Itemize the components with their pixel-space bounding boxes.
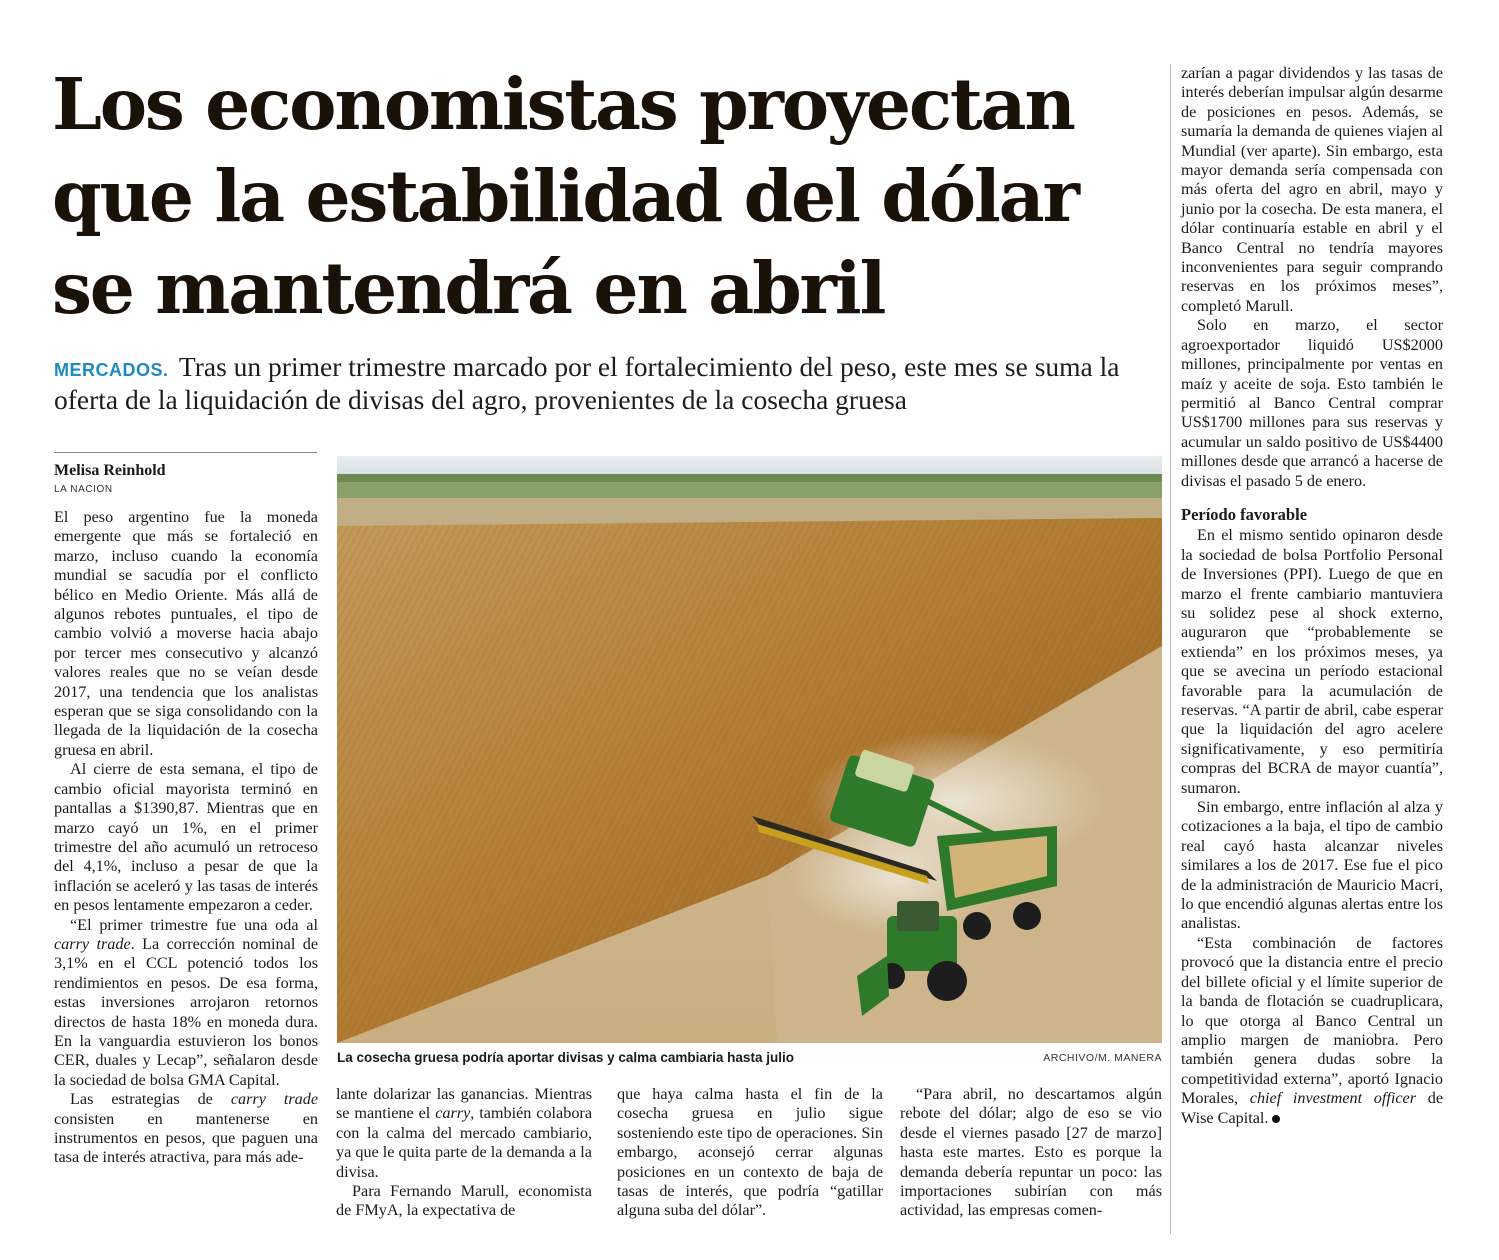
text-run: “El primer trimestre fue una oda al: [70, 915, 318, 934]
italic-term: chief investment officer: [1249, 1089, 1417, 1108]
caption-text: La cosecha gruesa podría aportar divisas y calma cambiaria hasta julio: [337, 1050, 794, 1065]
italic-term: carry: [435, 1104, 471, 1123]
author-rule: [54, 452, 317, 453]
paragraph: [1181, 934, 1443, 1128]
subheading: Período favorable: [1181, 504, 1308, 524]
paragraph: “Para abril, no descartamos algún rebote del dólar; algo de eso se vio desde el viernes pasado [27 de marzo] hasta este martes. Esto es porque la demanda debería repuntar un poco: las importaciones subirían con más actividad, las empresas comen-: [900, 1085, 1162, 1220]
paragraph: [54, 1090, 318, 1168]
column-divider: [1170, 64, 1171, 1234]
column-4: [900, 1085, 1162, 1221]
text-run: de Wise Capital.: [1181, 1089, 1443, 1127]
author-outlet: LA NACION: [54, 484, 113, 495]
column-1: [54, 508, 318, 1168]
harvest-photo: [337, 456, 1162, 1043]
column-5: [1181, 64, 1443, 1128]
text-run: consisten en mantenerse en instrumentos en pesos, que paguen una tasa de interés atractiva, para más ade-: [54, 1109, 318, 1167]
headline-line-1: Los economistas proyectan: [52, 62, 1074, 146]
paragraph: Al cierre de esta semana, el tipo de cambio oficial mayorista terminó en pantallas a $1390,87. Mientras que en marzo cayó un 1%, en el primer trimestre del año acumuló un retroceso del 4,1%, incluso a pesar de que la inflación se aceleró y las tasas de interés en pesos lentamente empezaron a ceder.: [54, 760, 318, 915]
paragraph: que haya calma hasta el fin de la cosecha gruesa en julio sigue sosteniendo este tipo de operaciones. Sin embargo, aconsejó cerrar algunas posiciones en un contexto de baja de tasas de interés, que podría “gatillar alguna suba del dólar”.: [617, 1085, 883, 1220]
paragraph: [336, 1085, 592, 1182]
paragraph: zarían a pagar dividendos y las tasas de interés deberían impulsar algún desarme de posiciones en pesos. Además, se sumaría la demanda de quienes viajen al Mundial (ver aparte). Sin embargo, esta mayor demanda sería compensada con más oferta del agro en abril, mayo y junio por la cosecha. De esta manera, el dólar continuaría estable en abril y el Banco Central no tendría mayores inconvenientes para seguir comprando reservas en los próximos meses”, completó Marull.: [1181, 64, 1443, 315]
text-run: . La corrección nominal de 3,1% en el CCL potenció todos los rendimientos en pesos. De esa forma, estas inversiones arrojaron retornos directos de hasta 18% en moneda dura. En la vanguardia estuvieron los bonos CER, duales y Lecap”, señalaron desde la sociedad de bolsa GMA Capital.: [54, 934, 319, 1089]
italic-term: carry trade: [230, 1090, 319, 1109]
column-3: [617, 1085, 883, 1221]
text-run: lante dolarizar las ganancias. Mientras se mantiene el: [336, 1085, 592, 1123]
end-mark-icon: [1272, 1115, 1280, 1123]
headline-line-2: que la estabilidad del dólar: [52, 154, 1078, 238]
photo-caption: [337, 1050, 1162, 1070]
text-run: , también colabora con la calma del mercado cambiario, ya que le quita parte de la demanda a la divisa.: [336, 1104, 593, 1181]
harvest-illustration: [337, 456, 1162, 1043]
paragraph: Para Fernando Marull, economista de FMyA, la expectativa de: [336, 1182, 592, 1220]
text-run: Las estrategias de: [70, 1090, 231, 1109]
author-name: Melisa Reinhold: [54, 462, 166, 479]
paragraph: Solo en marzo, el sector agroexportador liquidó US$2000 millones, principalmente por ventas en maíz y aceite de soja. Esto también le permitió al Banco Central comprar US$1700 millones para sus reservas y acumular un saldo positivo de US$4400 millones desde que arrancó a hacerse de divisas el pasado 5 de enero.: [1181, 316, 1443, 490]
section-label: MERCADOS.: [54, 360, 169, 380]
paragraph: El peso argentino fue la moneda emergente que más se fortaleció en marzo, incluso cuando la economía mundial se sacudía por el conflicto bélico en Medio Oriente. Más allá de algunos rebotes puntuales, el tipo de cambio volvió a moverse hacia abajo por tercer mes consecutivo y alcanzó valores reales que no se veían desde 2017, una tendencia que los analistas esperan que se siga consolidando con la llegada de la liquidación de la cosecha gruesa en abril.: [54, 508, 318, 759]
column-2: [336, 1085, 592, 1221]
headline: [52, 58, 1162, 334]
deck: [54, 352, 1164, 415]
paragraph: Sin embargo, entre inflación al alza y cotizaciones a la baja, el tipo de cambio real cayó hasta alcanzar niveles similares a los de 2017. Ese fue el pico de la administración de Mauricio Macri, lo que encendió algunas alertas entre los analistas.: [1181, 798, 1443, 933]
deck-text: Tras un primer trimestre marcado por el fortalecimiento del peso, este mes se suma la oferta de la liquidación de divisas del agro, provenientes de la cosecha gruesa: [54, 351, 1120, 415]
paragraph: [54, 916, 318, 1091]
text-run: “Esta combinación de factores provocó que la distancia entre el precio del billete oficial y el límite superior de la banda de flotación se cuadruplicara, lo que otorga al Banco Central un amplio margen de maniobra. Pero también genera dudas sobre la competitividad externa”, aportó Ignacio Morales,: [1181, 933, 1443, 1108]
paragraph: En el mismo sentido opinaron desde la sociedad de bolsa Portfolio Personal de Inversiones (PPI). Luego de que en marzo el frente cambiario mantuviera su solidez pese al shock externo, auguraron que “probablemente se extienda” en los próximos meses, ya que se avecina un período estacional favorable para la acumulación de reservas. “A partir de abril, cabe esperar que la liquidación del agro acelere significativamente, y eso permitiría compras del BCRA de mayor cuantía”, sumaron.: [1181, 526, 1443, 797]
photo-credit: ARCHIVO/M. MANERA: [1043, 1052, 1162, 1064]
italic-term: carry trade: [54, 934, 131, 953]
headline-line-3: se mantendrá en abril: [52, 246, 885, 330]
